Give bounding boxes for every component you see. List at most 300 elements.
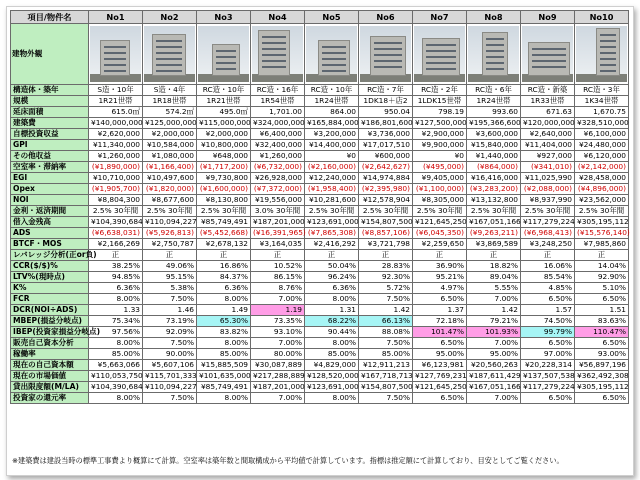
table-cell: RC造・7年 — [359, 85, 413, 96]
building-photo-2 — [143, 24, 197, 85]
table-cell: (¥8,857,106) — [359, 228, 413, 239]
table-cell: ¥11,340,000 — [89, 140, 143, 151]
row-label: 稼働率 — [11, 349, 89, 360]
table-cell: ¥186,801,600 — [359, 118, 413, 129]
table-cell: 72.18% — [413, 316, 467, 327]
table-cell: ¥28,458,000 — [575, 173, 629, 184]
table-cell: 10.52% — [251, 261, 305, 272]
property-comparison-table — [10, 10, 629, 404]
table-row — [11, 316, 629, 327]
table-cell: 1,670.75 — [575, 107, 629, 118]
table-cell: 495.0㎡ — [197, 107, 251, 118]
table-cell: (¥495,000) — [413, 162, 467, 173]
table-cell: 6.50% — [575, 393, 629, 404]
table-cell: (¥1,890,000) — [89, 162, 143, 173]
table-cell: (¥1,166,400) — [143, 162, 197, 173]
row-label: Opex — [11, 184, 89, 195]
photo-row-label: 建物外観 — [11, 24, 89, 85]
table-cell: (¥1,600,000) — [197, 184, 251, 195]
table-cell: 1R33世帯 — [521, 96, 575, 107]
table-cell: (¥2,088,000) — [521, 184, 575, 195]
table-cell: 6.50% — [521, 393, 575, 404]
table-cell: 99.79% — [521, 327, 575, 338]
table-cell: ¥1,260,000 — [89, 151, 143, 162]
table-row — [11, 294, 629, 305]
row-label: 販売自己資本分析 — [11, 338, 89, 349]
table-cell: 49.06% — [143, 261, 197, 272]
building-image — [414, 26, 465, 82]
table-cell: 96.24% — [305, 272, 359, 283]
row-label: 投資家の還元率 — [11, 393, 89, 404]
row-label: 現在の市場価値 — [11, 371, 89, 382]
table-cell: 2.5% 30年間 — [521, 206, 575, 217]
building-image — [90, 26, 141, 82]
table-cell: ¥123,691,000 — [305, 217, 359, 228]
table-cell: ¥10,281,600 — [305, 195, 359, 206]
table-cell: 7.00% — [251, 294, 305, 305]
table-cell: ¥117,279,224 — [521, 217, 575, 228]
table-row — [11, 85, 629, 96]
table-row — [11, 129, 629, 140]
table-cell: 16.86% — [197, 261, 251, 272]
table-cell: 101.47% — [413, 327, 467, 338]
table-cell: 90.44% — [305, 327, 359, 338]
footnote: ※建築費は建設当時の標準工事費より概算にて計算。空室率は築年数と間取構成から平均値で計算しています。指標は推定額にて計算しており、目安としてご覧ください。 — [12, 456, 564, 465]
table-cell: ¥1,440,000 — [467, 151, 521, 162]
table-cell: ¥8,804,300 — [89, 195, 143, 206]
row-label: 金利・返済期間 — [11, 206, 89, 217]
table-cell: RC造・6年 — [467, 85, 521, 96]
table-cell: 5.10% — [575, 283, 629, 294]
table-cell: ¥9,900,000 — [413, 140, 467, 151]
header-property-10: No10 — [575, 11, 629, 24]
table-cell: 正 — [467, 250, 521, 261]
table-cell: 68.22% — [305, 316, 359, 327]
table-cell: 6.50% — [575, 294, 629, 305]
table-cell: (¥15,576,140) — [575, 228, 629, 239]
table-cell: 2.5% 30年間 — [467, 206, 521, 217]
table-cell: 1LDK15世帯 — [413, 96, 467, 107]
table-cell: 8.00% — [305, 294, 359, 305]
building-image — [144, 26, 195, 82]
table-row — [11, 239, 629, 250]
table-cell: ¥165,884,000 — [305, 118, 359, 129]
table-row — [11, 96, 629, 107]
table-cell: 798.19 — [413, 107, 467, 118]
table-cell: 8.00% — [305, 393, 359, 404]
row-label: FCR — [11, 294, 89, 305]
building-photo-5 — [305, 24, 359, 85]
table-cell: 101.93% — [467, 327, 521, 338]
table-cell: 6.50% — [575, 338, 629, 349]
building-image — [468, 26, 519, 82]
table-cell: 1R21世帯 — [197, 96, 251, 107]
table-cell: 950.04 — [359, 107, 413, 118]
table-cell: 95.00% — [413, 349, 467, 360]
table-cell: ¥167,051,166 — [467, 217, 521, 228]
table-cell: ¥3,248,250 — [521, 239, 575, 250]
table-cell: 79.21% — [467, 316, 521, 327]
table-cell: ¥600,000 — [359, 151, 413, 162]
row-label: 構造体・築年 — [11, 85, 89, 96]
table-row — [11, 382, 629, 393]
table-cell: ¥140,000,000 — [89, 118, 143, 129]
table-cell: (¥6,638,031) — [89, 228, 143, 239]
table-cell: ¥11,025,990 — [521, 173, 575, 184]
table-cell: 95.00% — [467, 349, 521, 360]
table-cell: ¥110,094,227 — [143, 217, 197, 228]
row-label: レバレッジ分析(正or負) — [11, 250, 89, 261]
building-image — [522, 26, 573, 82]
table-cell: ¥121,645,250 — [413, 217, 467, 228]
table-cell: 1K34世帯 — [575, 96, 629, 107]
table-cell: ¥362,492,308 — [575, 371, 629, 382]
table-cell: 2.5% 30年間 — [143, 206, 197, 217]
table-cell: ¥3,721,798 — [359, 239, 413, 250]
table-cell: RC造・2年 — [413, 85, 467, 96]
table-cell: 615.0㎡ — [89, 107, 143, 118]
table-cell: ¥195,366,600 — [467, 118, 521, 129]
table-cell: ¥3,164,035 — [251, 239, 305, 250]
row-label: 延床面積 — [11, 107, 89, 118]
header-item-name: 項目/物件名 — [11, 11, 89, 24]
header-property-8: No8 — [467, 11, 521, 24]
table-row — [11, 250, 629, 261]
table-cell: ¥3,200,000 — [305, 129, 359, 140]
table-cell: ¥2,000,000 — [197, 129, 251, 140]
table-row — [11, 140, 629, 151]
table-cell: 正 — [521, 250, 575, 261]
table-cell: 90.00% — [143, 349, 197, 360]
building-photo-1 — [89, 24, 143, 85]
table-cell: 36.90% — [413, 261, 467, 272]
table-cell: ¥125,000,000 — [143, 118, 197, 129]
table-cell: 8.00% — [197, 294, 251, 305]
table-cell: (¥1,100,000) — [413, 184, 467, 195]
table-cell: ¥2,640,000 — [521, 129, 575, 140]
table-cell: 574.2㎡ — [143, 107, 197, 118]
table-cell: 7.50% — [143, 393, 197, 404]
table-cell: ¥2,750,787 — [143, 239, 197, 250]
table-cell: ¥110,053,750 — [89, 371, 143, 382]
table-cell: 1.57 — [521, 305, 575, 316]
table-row — [11, 206, 629, 217]
table-row — [11, 173, 629, 184]
table-cell: ¥101,635,000 — [197, 371, 251, 382]
table-cell: ¥85,749,491 — [197, 382, 251, 393]
table-cell: ¥217,288,889 — [251, 371, 305, 382]
table-cell: 8.00% — [89, 338, 143, 349]
table-cell: 8.00% — [197, 393, 251, 404]
table-cell: 74.50% — [521, 316, 575, 327]
table-cell: 85.00% — [89, 349, 143, 360]
table-cell: (¥6,968,413) — [521, 228, 575, 239]
table-cell: ¥85,749,491 — [197, 217, 251, 228]
table-cell: 864.00 — [305, 107, 359, 118]
table-cell: 1R24世帯 — [305, 96, 359, 107]
table-cell: 1.42 — [359, 305, 413, 316]
table-cell: 85.54% — [521, 272, 575, 283]
table-cell: (¥864,000) — [467, 162, 521, 173]
table-cell: 73.19% — [143, 316, 197, 327]
table-cell: ¥15,885,509 — [197, 360, 251, 371]
table-cell: 86.15% — [251, 272, 305, 283]
row-label: BTCF・MOS — [11, 239, 89, 250]
table-cell: 1R24世帯 — [467, 96, 521, 107]
table-cell: 89.04% — [467, 272, 521, 283]
table-cell: 83.63% — [575, 316, 629, 327]
table-cell: 7.00% — [251, 338, 305, 349]
header-property-2: No2 — [143, 11, 197, 24]
table-cell: 993.60 — [467, 107, 521, 118]
table-cell: ¥104,390,684 — [89, 382, 143, 393]
table-cell: 3.0% 30年間 — [251, 206, 305, 217]
table-cell: 1DK18＋店2 — [359, 96, 413, 107]
table-cell: ¥19,556,000 — [251, 195, 305, 206]
table-cell: ¥0 — [305, 151, 359, 162]
table-cell: 95.15% — [143, 272, 197, 283]
table-cell: 8.00% — [89, 393, 143, 404]
table-cell: 1.31 — [305, 305, 359, 316]
table-cell: (¥2,142,000) — [575, 162, 629, 173]
table-cell: ¥167,718,713 — [359, 371, 413, 382]
table-cell: (¥7,372,000) — [251, 184, 305, 195]
table-row — [11, 107, 629, 118]
table-cell: 95.21% — [413, 272, 467, 283]
table-cell: ¥117,279,224 — [521, 382, 575, 393]
table-cell: 正 — [359, 250, 413, 261]
table-cell: 7.50% — [359, 294, 413, 305]
table-cell: 80.00% — [251, 349, 305, 360]
table-cell: 8.00% — [197, 338, 251, 349]
table-cell: ¥115,000,000 — [197, 118, 251, 129]
table-cell: ¥110,094,227 — [143, 382, 197, 393]
table-cell: 7.50% — [359, 393, 413, 404]
row-label: 自標投資収益 — [11, 129, 89, 140]
header-property-1: No1 — [89, 11, 143, 24]
table-cell: 1R21世帯 — [89, 96, 143, 107]
table-cell: 73.35% — [251, 316, 305, 327]
table-cell: ¥12,911,213 — [359, 360, 413, 371]
table-cell: ¥137,507,538 — [521, 371, 575, 382]
table-cell: ¥328,510,000 — [575, 118, 629, 129]
table-cell: ¥8,677,600 — [143, 195, 197, 206]
table-cell: 65.30% — [197, 316, 251, 327]
table-cell: ¥10,710,000 — [89, 173, 143, 184]
table-cell: 7.00% — [251, 393, 305, 404]
table-cell: 1,701.00 — [251, 107, 305, 118]
table-row — [11, 360, 629, 371]
header-property-4: No4 — [251, 11, 305, 24]
table-cell: ¥167,051,166 — [467, 382, 521, 393]
header-property-3: No3 — [197, 11, 251, 24]
table-cell: ¥123,691,000 — [305, 382, 359, 393]
building-image — [306, 26, 357, 82]
table-cell: ¥324,000,000 — [251, 118, 305, 129]
table-cell: 5.55% — [467, 283, 521, 294]
table-cell: ¥13,132,800 — [467, 195, 521, 206]
table-cell: ¥4,829,000 — [305, 360, 359, 371]
table-row — [11, 393, 629, 404]
building-photo-9 — [521, 24, 575, 85]
table-cell: 66.13% — [359, 316, 413, 327]
table-body — [11, 24, 629, 404]
table-cell: 正 — [575, 250, 629, 261]
table-row — [11, 184, 629, 195]
table-cell: (¥3,283,200) — [467, 184, 521, 195]
header-property-9: No9 — [521, 11, 575, 24]
table-cell: 正 — [197, 250, 251, 261]
table-cell: 2.5% 30年間 — [197, 206, 251, 217]
table-cell: ¥305,195,112 — [575, 382, 629, 393]
table-cell: RC造・10年 — [197, 85, 251, 96]
table-cell: ¥30,087,889 — [251, 360, 305, 371]
table-cell: (¥5,452,668) — [197, 228, 251, 239]
table-cell: 1.46 — [143, 305, 197, 316]
table-row — [11, 349, 629, 360]
table-cell: (¥6,045,350) — [413, 228, 467, 239]
table-cell: ¥23,562,000 — [575, 195, 629, 206]
row-label: ADS — [11, 228, 89, 239]
table-cell: ¥2,900,000 — [413, 129, 467, 140]
table-cell: ¥2,000,000 — [143, 129, 197, 140]
table-cell: RC造・16年 — [251, 85, 305, 96]
table-cell: 正 — [89, 250, 143, 261]
table-cell: RC造・3年 — [575, 85, 629, 96]
table-row — [11, 338, 629, 349]
row-label: IBEP(投資家損益分岐点) — [11, 327, 89, 338]
table-cell: ¥7,985,860 — [575, 239, 629, 250]
header-row — [11, 11, 629, 24]
row-label: CCR($/$)% — [11, 261, 89, 272]
table-row — [11, 327, 629, 338]
table-cell: 1.33 — [89, 305, 143, 316]
table-cell: 正 — [305, 250, 359, 261]
row-label: MBEP(損益分岐点) — [11, 316, 89, 327]
table-cell: ¥12,240,000 — [305, 173, 359, 184]
table-cell: 85.00% — [359, 349, 413, 360]
table-cell: 1R18世帯 — [143, 96, 197, 107]
table-cell: ¥5,607,106 — [143, 360, 197, 371]
row-label: その他収益 — [11, 151, 89, 162]
table-cell: 93.00% — [575, 349, 629, 360]
table-cell: (¥9,263,211) — [467, 228, 521, 239]
table-cell: 7.50% — [143, 338, 197, 349]
table-cell: 110.47% — [575, 327, 629, 338]
photo-row — [11, 24, 629, 85]
table-cell: ¥16,416,000 — [467, 173, 521, 184]
table-cell: ¥17,017,510 — [359, 140, 413, 151]
table-cell: 8.76% — [251, 283, 305, 294]
table-cell: ¥56,897,196 — [575, 360, 629, 371]
building-photo-4 — [251, 24, 305, 85]
table-cell: 6.50% — [413, 393, 467, 404]
table-cell: 92.09% — [143, 327, 197, 338]
table-cell: ¥2,620,000 — [89, 129, 143, 140]
table-cell: 7.50% — [359, 338, 413, 349]
table-cell: ¥15,840,000 — [467, 140, 521, 151]
table-cell: ¥2,166,269 — [89, 239, 143, 250]
table-cell: 6.50% — [521, 338, 575, 349]
table-cell: ¥187,201,000 — [251, 217, 305, 228]
table-cell: 18.82% — [467, 261, 521, 272]
table-cell: 85.00% — [197, 349, 251, 360]
table-cell: 7.00% — [467, 338, 521, 349]
table-cell: ¥8,937,990 — [521, 195, 575, 206]
table-cell: ¥9,405,000 — [413, 173, 467, 184]
header-property-7: No7 — [413, 11, 467, 24]
building-photo-3 — [197, 24, 251, 85]
table-cell: ¥8,130,800 — [197, 195, 251, 206]
building-photo-8 — [467, 24, 521, 85]
table-cell: 5.72% — [359, 283, 413, 294]
table-cell: ¥12,578,904 — [359, 195, 413, 206]
table-cell: 8.00% — [89, 294, 143, 305]
table-cell: 6.36% — [305, 283, 359, 294]
table-cell: 正 — [251, 250, 305, 261]
row-label: GPI — [11, 140, 89, 151]
row-label: K% — [11, 283, 89, 294]
table-cell: 97.56% — [89, 327, 143, 338]
building-image — [576, 26, 627, 82]
table-cell: ¥20,228,314 — [521, 360, 575, 371]
table-cell: ¥648,000 — [197, 151, 251, 162]
table-cell: 671.63 — [521, 107, 575, 118]
table-cell: (¥2,642,627) — [359, 162, 413, 173]
table-cell: ¥32,400,000 — [251, 140, 305, 151]
table-cell: ¥104,390,684 — [89, 217, 143, 228]
building-photo-7 — [413, 24, 467, 85]
row-label: LTV%(現時点) — [11, 272, 89, 283]
table-cell: 92.30% — [359, 272, 413, 283]
table-cell: 94.85% — [89, 272, 143, 283]
table-cell: 4.85% — [521, 283, 575, 294]
table-cell: ¥8,305,000 — [413, 195, 467, 206]
table-cell: (¥6,732,000) — [251, 162, 305, 173]
table-cell: (¥5,926,813) — [143, 228, 197, 239]
table-cell: 84.37% — [197, 272, 251, 283]
table-cell: (¥1,958,400) — [305, 184, 359, 195]
table-cell: (¥1,820,000) — [143, 184, 197, 195]
table-cell: 97.00% — [521, 349, 575, 360]
table-cell: 28.83% — [359, 261, 413, 272]
table-row — [11, 283, 629, 294]
table-cell: ¥127,769,231 — [413, 371, 467, 382]
table-cell: 1R54世帯 — [251, 96, 305, 107]
table-cell: ¥6,120,000 — [575, 151, 629, 162]
building-photo-10 — [575, 24, 629, 85]
table-cell: RC造・10年 — [305, 85, 359, 96]
header-property-6: No6 — [359, 11, 413, 24]
table-cell: (¥7,865,308) — [305, 228, 359, 239]
table-cell: 75.34% — [89, 316, 143, 327]
table-cell: S造・4年 — [143, 85, 197, 96]
table-row — [11, 195, 629, 206]
row-label: 規模 — [11, 96, 89, 107]
table-cell: 88.08% — [359, 327, 413, 338]
table-cell: 6.36% — [89, 283, 143, 294]
building-image — [360, 26, 411, 82]
table-row — [11, 228, 629, 239]
table-cell: ¥3,600,000 — [467, 129, 521, 140]
table-cell: 6.50% — [413, 294, 467, 305]
table-cell: 7.00% — [467, 393, 521, 404]
table-cell: ¥128,520,000 — [305, 371, 359, 382]
table-cell: ¥187,201,000 — [251, 382, 305, 393]
table-cell: 1.37 — [413, 305, 467, 316]
table-cell: 2.5% 30年間 — [359, 206, 413, 217]
table-cell: 4.97% — [413, 283, 467, 294]
